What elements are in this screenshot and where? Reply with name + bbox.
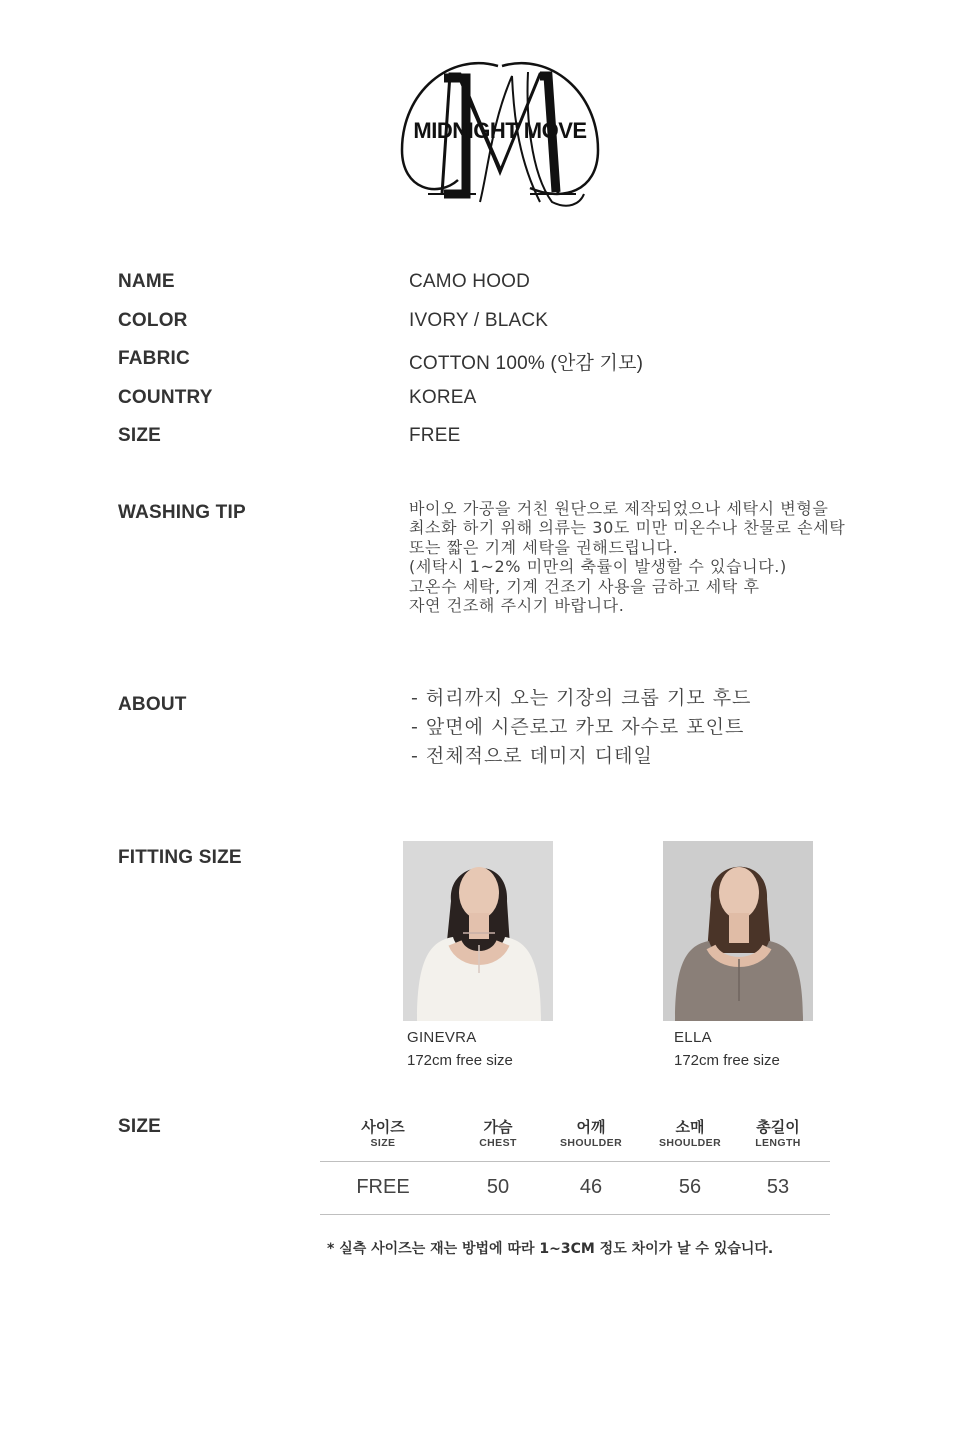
model-caption-ginevra: [407, 1029, 513, 1069]
color-label: COLOR: [118, 310, 188, 331]
header-ko: 어깨: [576, 1118, 606, 1136]
size-info-value: FREE: [409, 425, 461, 446]
washing-tip-text: [409, 499, 939, 615]
country-value: KOREA: [409, 387, 477, 408]
fabric-value: COTTON 100% (안감 기모): [409, 353, 644, 374]
washing-tip-label: WASHING TIP: [118, 502, 246, 523]
about-text: [411, 684, 751, 771]
table-divider: [320, 1214, 830, 1215]
country-label: COUNTRY: [118, 387, 213, 408]
model-photo-ginevra: [403, 841, 553, 1021]
header-en: SHOULDER: [658, 1137, 722, 1149]
brand-logo: [380, 52, 620, 212]
color-value: IVORY / BLACK: [409, 310, 549, 331]
model-desc: 172cm free size: [674, 1052, 780, 1069]
header-ko: 총길이: [756, 1118, 800, 1136]
name-label: NAME: [118, 271, 175, 292]
washing-line: 고온수 세탁, 기계 건조기 사용을 금하고 세탁 후: [409, 576, 760, 596]
chest-cell: 50: [486, 1176, 510, 1198]
fabric-label: FABRIC: [118, 348, 190, 369]
length-cell: 53: [766, 1176, 790, 1198]
header-ko: 가슴: [483, 1118, 513, 1136]
length-header: [723, 1118, 833, 1149]
size-table-label: SIZE: [118, 1116, 162, 1137]
about-line: - 허리까지 오는 기장의 크롭 기모 후드: [411, 687, 752, 709]
table-divider: [320, 1161, 830, 1162]
size-note: * 실측 사이즈는 재는 방법에 따라 1~3CM 정도 차이가 날 수 있습니다.: [327, 1241, 774, 1257]
washing-line: (세탁시 1~2% 미만의 축률이 발생할 수 있습니다.): [409, 557, 787, 577]
shoulder-cell: 46: [579, 1176, 603, 1198]
shoulder-header: [536, 1118, 646, 1149]
size-header: [328, 1118, 438, 1149]
name-value: CAMO HOOD: [409, 271, 531, 292]
header-en: SHOULDER: [559, 1137, 623, 1149]
about-label: ABOUT: [118, 694, 187, 715]
about-line: - 앞면에 시즌로고 카모 자수로 포인트: [411, 716, 745, 738]
model-name: GINEVRA: [407, 1029, 477, 1046]
model-photo-ella: [663, 841, 813, 1021]
about-line: - 전체적으로 데미지 디테일: [411, 745, 653, 767]
sleeve-cell: 56: [678, 1176, 702, 1198]
model-desc: 172cm free size: [407, 1052, 513, 1069]
brand-name: MIDNIGHT MOVE: [413, 118, 587, 143]
washing-line: 최소화 하기 위해 의류는 30도 미만 미온수나 찬물로 손세탁: [409, 518, 846, 538]
header-ko: 소매: [675, 1118, 705, 1136]
model-name: ELLA: [674, 1029, 712, 1046]
size-cell: FREE: [356, 1176, 410, 1198]
washing-line: 바이오 가공을 거친 원단으로 제작되었으나 세탁시 변형을: [409, 499, 829, 518]
size-info-label: SIZE: [118, 425, 162, 446]
fitting-size-label: FITTING SIZE: [118, 847, 242, 868]
model-caption-ella: [674, 1029, 780, 1069]
header-en: LENGTH: [755, 1137, 801, 1149]
header-ko: 사이즈: [361, 1118, 405, 1136]
washing-line: 또는 짧은 기계 세탁을 권해드립니다.: [409, 537, 679, 557]
washing-line: 자연 건조해 주시기 바랍니다.: [409, 596, 625, 616]
header-en: CHEST: [479, 1137, 517, 1149]
header-en: SIZE: [370, 1137, 396, 1149]
